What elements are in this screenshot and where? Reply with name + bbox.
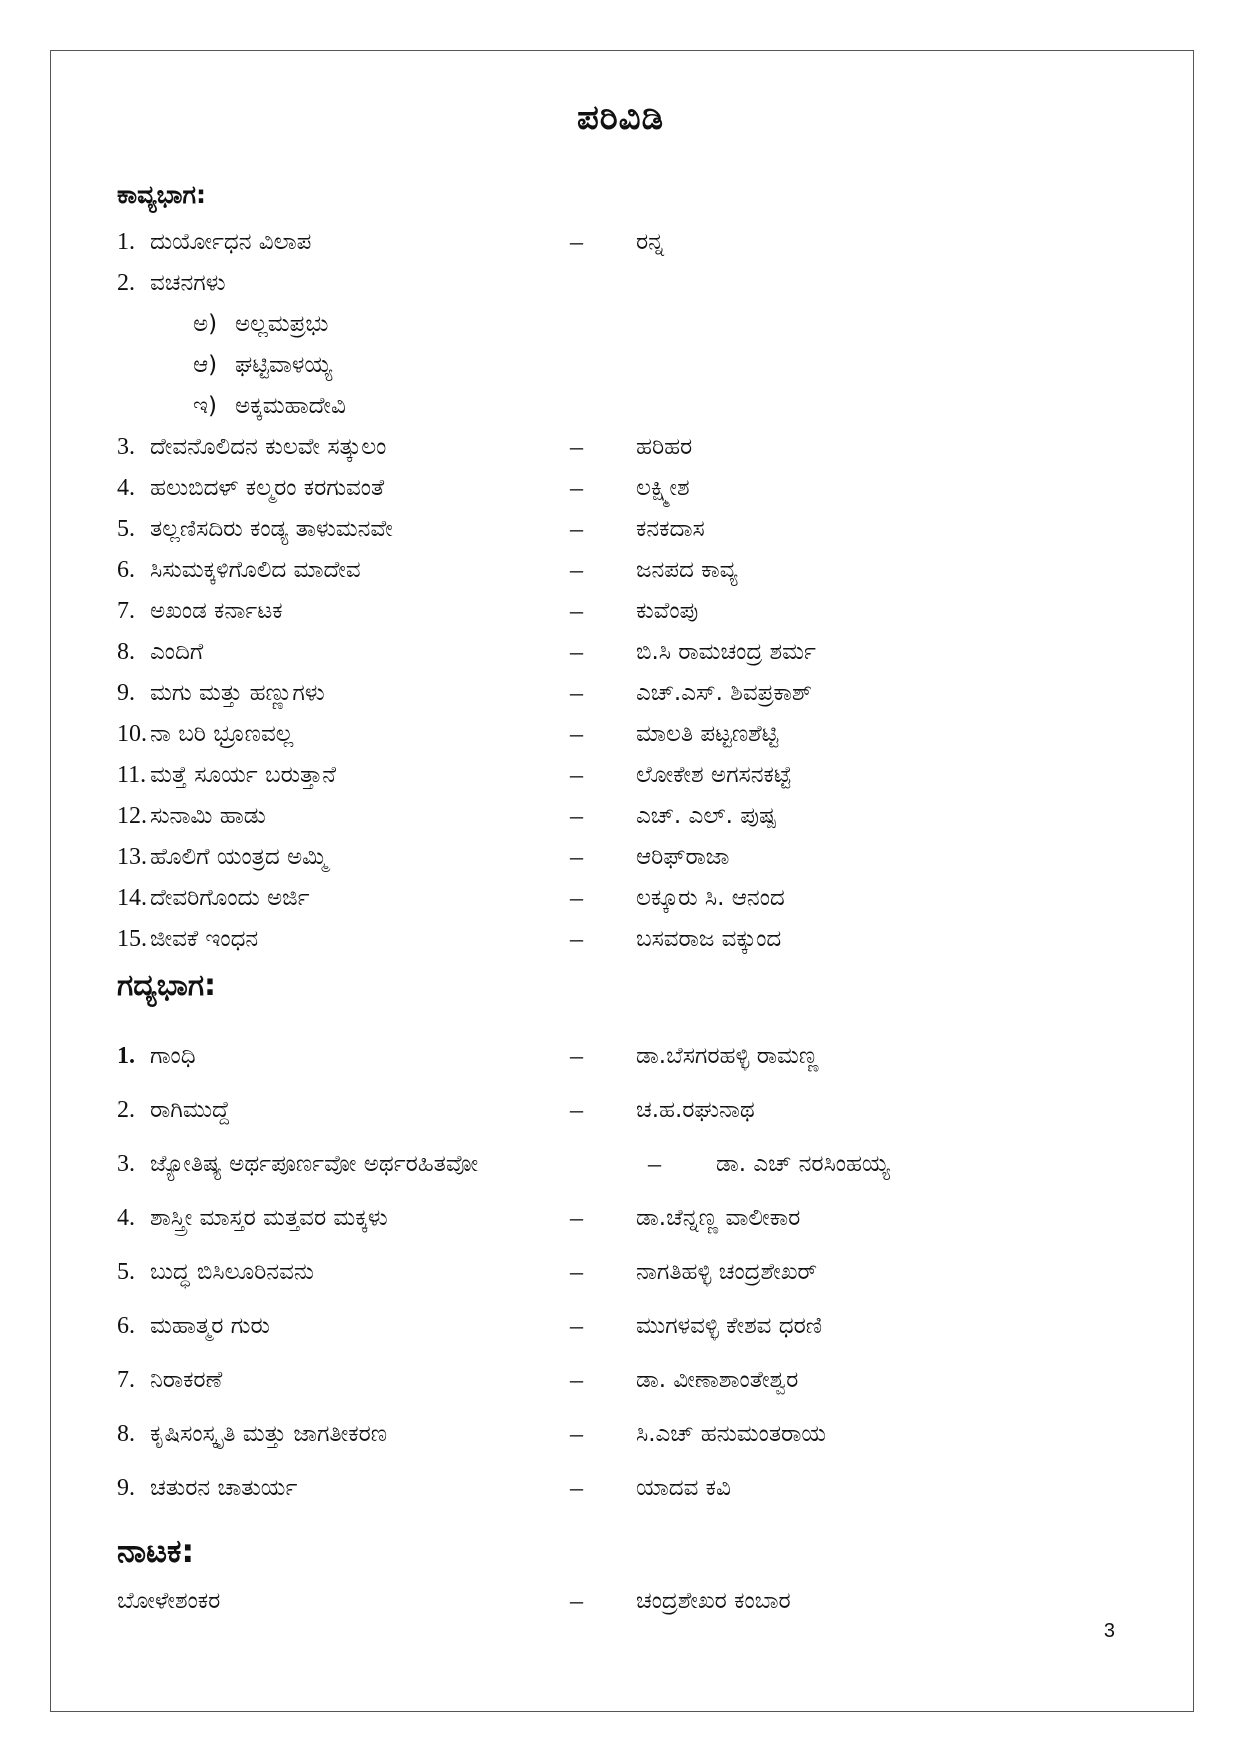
item-number: 13.: [117, 844, 147, 870]
item-author: ಲೋಕೇಶ ಅಗಸನಕಟ್ಟೆ: [636, 762, 792, 788]
item-author: ಕುವೆಂಪು: [636, 598, 699, 624]
item-title: ಗಾಂಧಿ: [150, 1043, 196, 1069]
item-author: ಕನಕದಾಸ: [636, 516, 705, 542]
item-title: ಜೀವಕೆ ಇಂಧನ: [150, 926, 259, 952]
item-number: 9.: [117, 680, 135, 706]
item-author: ಬಸವರಾಜ ವಕ್ಕುಂದ: [636, 926, 782, 952]
kavya-item: [0, 676, 1241, 710]
section-heading-gadya: ಗದ್ಯಭಾಗ:: [117, 968, 217, 1003]
item-dash: –: [570, 1473, 583, 1502]
kavya-item: [0, 799, 1241, 833]
kavya-item: [0, 922, 1241, 956]
item-number: 7.: [117, 598, 135, 624]
item-dash: –: [570, 1419, 583, 1448]
item-title: ಅಖಂಡ ಕರ್ನಾಟಕ: [150, 598, 283, 624]
item-title: ನಾ ಬರಿ ಭ್ರೂಣವಲ್ಲ: [150, 721, 294, 747]
item-title: ಬೋಳೇಶಂಕರ: [117, 1588, 221, 1614]
item-number: 3.: [117, 434, 135, 460]
kavya-item: [0, 512, 1241, 546]
item-number: 6.: [117, 1313, 135, 1339]
item-dash: –: [570, 842, 583, 871]
item-number: 5.: [117, 1259, 135, 1285]
item-dash: –: [570, 596, 583, 625]
item-number: 7.: [117, 1367, 135, 1393]
item-dash: –: [570, 1365, 583, 1394]
gadya-item: [0, 1309, 1241, 1343]
item-dash: –: [570, 1203, 583, 1232]
item-dash: –: [570, 1041, 583, 1070]
item-title: ಕೃಷಿಸಂಸ್ಕೃತಿ ಮತ್ತು ಜಾಗತೀಕರಣ: [150, 1421, 388, 1447]
item-dash: –: [570, 1586, 583, 1615]
section-heading-nataka: ನಾಟಕ:: [117, 1532, 195, 1570]
item-dash: –: [570, 1095, 583, 1124]
subitem-title: ಘಟ್ಟಿವಾಳಯ್ಯ: [235, 352, 333, 378]
subitem-marker: ಆ): [193, 352, 218, 378]
item-title: ಸಿಸುಮಕ್ಕಳಿಗೊಲಿದ ಮಾದೇವ: [150, 557, 361, 583]
kavya-item: [0, 553, 1241, 587]
item-number: 1.: [117, 1043, 135, 1069]
item-title: ವಚನಗಳು: [150, 270, 226, 296]
item-number: 2.: [117, 1097, 135, 1123]
item-author: ಮಾಲತಿ ಪಟ್ಟಣಶೆಟ್ಟಿ: [636, 721, 779, 747]
subitem-marker: ಇ): [193, 393, 217, 419]
page-number: 3: [1103, 1620, 1115, 1642]
item-author: ನಾಗತಿಹಳ್ಳಿ ಚಂದ್ರಶೇಖರ್: [636, 1259, 818, 1285]
kavya-subitem: [0, 348, 1241, 382]
item-dash: –: [570, 473, 583, 502]
item-number: 1.: [117, 229, 135, 255]
gadya-item: [0, 1471, 1241, 1505]
item-dash: –: [570, 555, 583, 584]
item-title: ಮಹಾತ್ಮರ ಗುರು: [150, 1313, 270, 1339]
item-author: ಲಕ್ಕೂರು ಸಿ. ಆನಂದ: [636, 885, 785, 911]
kavya-item: [0, 635, 1241, 669]
subitem-title: ಅಕ್ಕಮಹಾದೇವಿ: [235, 393, 346, 419]
kavya-item: [0, 430, 1241, 464]
item-author: ಎಚ್. ಎಲ್. ಪುಷ್ಪ: [636, 803, 777, 829]
item-dash: –: [570, 924, 583, 953]
item-number: 8.: [117, 1421, 135, 1447]
item-author: ಮುಗಳವಳ್ಳಿ ಕೇಶವ ಧರಣಿ: [636, 1313, 823, 1339]
item-author: ಯಾದವ ಕವಿ: [636, 1475, 731, 1501]
item-title: ದೇವರಿಗೊಂದು ಅರ್ಜಿ: [150, 885, 310, 911]
item-dash: –: [570, 1257, 583, 1286]
item-title: ಬುದ್ಧ ಬಿಸಿಲೂರಿನವನು: [150, 1259, 314, 1285]
gadya-item: [0, 1417, 1241, 1451]
item-title: ತಲ್ಲಣಿಸದಿರು ಕಂಡ್ಯ ತಾಳುಮನವೇ: [150, 516, 393, 542]
item-title: ಜ್ಯೋತಿಷ್ಯ ಅರ್ಥಪೂರ್ಣವೋ ಅರ್ಥರಹಿತವೋ: [150, 1151, 479, 1177]
gadya-item: [0, 1147, 1241, 1181]
item-dash: –: [570, 760, 583, 789]
item-author: ಡಾ. ವೀಣಾಶಾಂತೇಶ್ವರ: [636, 1367, 799, 1393]
item-dash: –: [570, 227, 583, 256]
item-title: ಹಲುಬಿದಳ್ ಕಲ್ಮರಂ ಕರಗುವಂತೆ: [150, 475, 385, 501]
gadya-item: [0, 1255, 1241, 1289]
item-number: 6.: [117, 557, 135, 583]
item-title: ದುರ್ಯೋಧನ ವಿಲಾಪ: [150, 229, 312, 255]
item-author: ಎಚ್.ಎಸ್. ಶಿವಪ್ರಕಾಶ್: [636, 680, 812, 706]
subitem-title: ಅಲ್ಲಮಪ್ರಭು: [235, 311, 329, 337]
item-number: 15.: [117, 926, 147, 952]
item-number: 14.: [117, 885, 147, 911]
item-author: ಚ.ಹ.ರಘುನಾಥ: [636, 1097, 755, 1123]
item-dash: –: [570, 514, 583, 543]
nataka-item: [0, 1584, 1241, 1618]
gadya-item: [0, 1039, 1241, 1073]
gadya-item: [0, 1093, 1241, 1127]
item-number: 4.: [117, 475, 135, 501]
item-number: 3.: [117, 1151, 135, 1177]
kavya-item: [0, 840, 1241, 874]
gadya-item: [0, 1201, 1241, 1235]
item-title: ದೇವನೊಲಿದನ ಕುಲವೇ ಸತ್ಕುಲಂ: [150, 434, 387, 460]
item-title: ಮಗು ಮತ್ತು ಹಣ್ಣುಗಳು: [150, 680, 325, 706]
kavya-subitem: [0, 389, 1241, 423]
item-title: ಮತ್ತೆ ಸೂರ್ಯ ಬರುತ್ತಾನೆ: [150, 762, 337, 788]
item-dash: –: [570, 801, 583, 830]
item-author: ರನ್ನ: [636, 229, 665, 255]
item-title: ಎಂದಿಗೆ: [150, 639, 204, 665]
item-author: ಡಾ. ಎಚ್ ನರಸಿಂಹಯ್ಯ: [716, 1151, 890, 1177]
kavya-item: [0, 471, 1241, 505]
item-author: ಲಕ್ಷ್ಮೀಶ: [636, 475, 690, 501]
item-title: ಹೊಲಿಗೆ ಯಂತ್ರದ ಅಮ್ಮಿ: [150, 844, 328, 870]
item-author: ಬಿ.ಸಿ ರಾಮಚಂದ್ರ ಶರ್ಮ: [636, 639, 816, 665]
item-number: 4.: [117, 1205, 135, 1231]
kavya-item: [0, 594, 1241, 628]
item-number: 8.: [117, 639, 135, 665]
item-number: 5.: [117, 516, 135, 542]
item-dash: –: [570, 883, 583, 912]
item-title: ಸುನಾಮಿ ಹಾಡು: [150, 803, 266, 829]
item-number: 9.: [117, 1475, 135, 1501]
item-dash: –: [570, 678, 583, 707]
item-title: ರಾಗಿಮುದ್ದೆ: [150, 1097, 230, 1123]
item-author: ಸಿ.ಎಚ್ ಹನುಮಂತರಾಯ: [636, 1421, 826, 1447]
kavya-item: [0, 717, 1241, 751]
item-dash: –: [570, 637, 583, 666]
item-author: ಡಾ.ಬೆಸಗರಹಳ್ಳಿ ರಾಮಣ್ಣ: [636, 1043, 819, 1069]
item-number: 12.: [117, 803, 147, 829]
section-heading-kavya: ಕಾವ್ಯಭಾಗ:: [117, 180, 206, 209]
item-number: 2.: [117, 270, 135, 296]
kavya-item: [0, 266, 1241, 300]
item-dash: –: [648, 1149, 661, 1178]
kavya-item: [0, 225, 1241, 259]
item-author: ಚಂದ್ರಶೇಖರ ಕಂಬಾರ: [636, 1588, 791, 1614]
item-title: ಚತುರನ ಚಾತುರ್ಯ: [150, 1475, 298, 1501]
item-number: 10.: [117, 721, 147, 747]
item-author: ಜನಪದ ಕಾವ್ಯ: [636, 557, 738, 583]
item-dash: –: [570, 1311, 583, 1340]
item-dash: –: [570, 432, 583, 461]
kavya-item: [0, 881, 1241, 915]
item-author: ಆರಿಫ್‌ರಾಜಾ: [636, 844, 730, 870]
kavya-subitem: [0, 307, 1241, 341]
page-title: ಪರಿವಿಡಿ: [576, 98, 665, 138]
kavya-item: [0, 758, 1241, 792]
gadya-item: [0, 1363, 1241, 1397]
item-number: 11.: [117, 762, 147, 788]
item-dash: –: [570, 719, 583, 748]
item-author: ಹರಿಹರ: [636, 434, 693, 460]
item-title: ನಿರಾಕರಣೆ: [150, 1367, 223, 1393]
subitem-marker: ಅ): [193, 311, 218, 337]
item-title: ಶಾಸ್ತ್ರೀ ಮಾಸ್ತರ ಮತ್ತವರ ಮಕ್ಕಳು: [150, 1205, 388, 1231]
item-author: ಡಾ.ಚೆನ್ನಣ್ಣ ವಾಲೀಕಾರ: [636, 1205, 801, 1231]
